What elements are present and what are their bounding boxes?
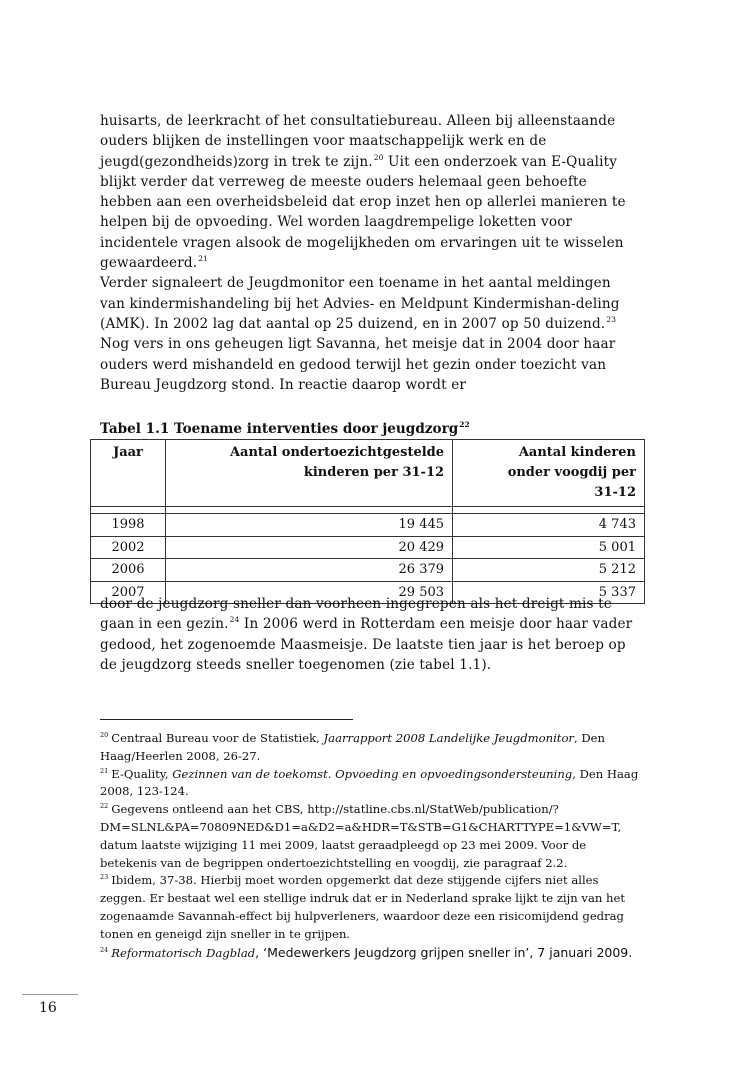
table-cell: 2007 xyxy=(91,581,166,604)
table-spacer xyxy=(91,507,645,514)
footnote-ref[interactable]: 24 xyxy=(229,615,240,625)
page-number-divider xyxy=(22,994,78,995)
paragraph: door de jeugdzorg sneller dan voorheen ingegrepen als het dreigt mis te gaan in een gezin.$^{24}$ In 2006 werd in Rotterdam een meisje door haar vader gedood, het zogenoemde Maasmeisje. De laatste tien jaar is het beroep op de jeugdzorg steeds sneller toegenomen (zie tabel 1.1). xyxy=(100,596,633,673)
table-cell: 4 743 xyxy=(453,514,645,537)
footnote: $^{22}$ Gegevens ontleend aan het CBS, http://statline.cbs.nl/StatWeb/publication/?DM=SLNL&PA=70809NED&D1=a&D2=a&HDR=T&STB=G1&CHARTTYPE=1&VW=T, datum laatste wijziging 11 mei 2009, laatst geraadpleegd op 23 mei 2009. Voor de betekenis van de begrippen ondertoezichtstelling en voogdij, zie paragraaf 2.2. xyxy=(100,802,622,870)
table-cell: 1998 xyxy=(91,514,166,537)
table-caption: Tabel 1.1 Toename interventies door jeugdzorg$^{22}$ xyxy=(100,420,470,437)
body-text-top xyxy=(100,111,640,395)
table-cell: 29 503 xyxy=(166,581,453,604)
footnote-ref[interactable]: 22 xyxy=(459,420,470,429)
paragraph: Verder signaleert de Jeugdmonitor een toename in het aantal meldingen van kindermishandeling bij het Advies- en Meldpunt Kindermishan-deling (AMK). In 2002 lag dat aantal op 25 duizend, en in 2007 op 50 duizend.$^{23}$ Nog vers in ons geheugen ligt Savanna, het meisje dat in 2004 door haar ouders werd mishandeld en gedood terwijl het gezin onder toezicht van Bureau Jeugdzorg stond. In reactie daarop wordt er xyxy=(100,275,620,393)
footnotes xyxy=(100,730,645,962)
table-cell: 2006 xyxy=(91,559,166,582)
table-cell: 20 429 xyxy=(166,536,453,559)
footnote: $^{20}$ Centraal Bureau voor de Statistiek, Jaarrapport 2008 Landelijke Jeugdmonitor, Den Haag/Heerlen 2008, 26-27. xyxy=(100,731,605,763)
table-row xyxy=(91,559,645,582)
table-cell: 26 379 xyxy=(166,559,453,582)
column-header: Aantal ondertoezichtgestelde kinderen per 31-12 xyxy=(166,440,453,507)
footnote-ref[interactable]: 23 xyxy=(606,314,617,324)
table-row xyxy=(91,514,645,537)
body-text-bottom xyxy=(100,594,640,675)
footnote-ref[interactable]: 20 xyxy=(373,152,384,162)
table-cell: 5 337 xyxy=(453,581,645,604)
data-table xyxy=(90,439,645,604)
footnote: $^{23}$ Ibidem, 37-38. Hierbij moet worden opgemerkt dat deze stijgende cijfers niet alles zeggen. Er bestaat wel een stellige indruk dat er in Nederland sprake lijkt te zijn van het zogenaamde Savannah-effect bij hulpverleners, waardoor deze een risicomijdend gedrag tonen en geneigd zijn sneller in te grijpen. xyxy=(100,873,625,941)
footnote-divider xyxy=(100,719,353,720)
paragraph: huisarts, de leerkracht of het consultatiebureau. Alleen bij alleenstaande ouders blijken de instellingen voor maatschappelijk werk en de jeugd(gezondheids)zorg in trek te zijn.$^{20}$ Uit een onderzoek van E-Quality blijkt verder dat verreweg de meeste ouders helemaal geen behoefte hebben aan een overheidsbeleid dat erop inzet hen op allerlei manieren te helpen bij de opvoeding. Wel worden laagdrempelige loketten voor incidentele vragen alsook de mogelijkheden om ervaringen uit te wisselen gewaardeerd.$^{21}$ xyxy=(100,113,626,272)
table-cell: 2002 xyxy=(91,536,166,559)
footnote: $^{21}$ E-Quality, Gezinnen van de toekomst. Opvoeding en opvoedingsondersteuning, Den Haag 2008, 123-124. xyxy=(100,766,639,799)
table-cell: 19 445 xyxy=(166,514,453,537)
page-number: 16 xyxy=(39,1000,57,1016)
footnote: $^{24}$ Reformatorisch Dagblad, ‘Medewerkers Jeugdzorg grijpen sneller in’, 7 januari 2009. xyxy=(100,944,633,960)
footnote-ref[interactable]: 21 xyxy=(198,254,209,264)
footnote-link-text[interactable]: Gegevens ontleend aan het CBS, http://statline.cbs.nl/StatWeb/publication/?DM=SLNL&PA=70809NED&D1=a&D2=a&HDR=T&STB=G1&CHARTTYPE=1&VW=T, datum laatste wijziging 11 mei 2009, laatst geraadpleegd op 23 mei 2009. Voor de betekenis van de begrippen ondertoezichtstelling en voogdij, zie paragraaf 2.2. xyxy=(100,802,622,870)
column-header: Jaar xyxy=(91,440,166,507)
table-header-row xyxy=(91,440,645,507)
table-row xyxy=(91,536,645,559)
table-cell: 5 001 xyxy=(453,536,645,559)
table-cell: 5 212 xyxy=(453,559,645,582)
column-header: Aantal kinderen onder voogdij per 31-12 xyxy=(453,440,645,507)
